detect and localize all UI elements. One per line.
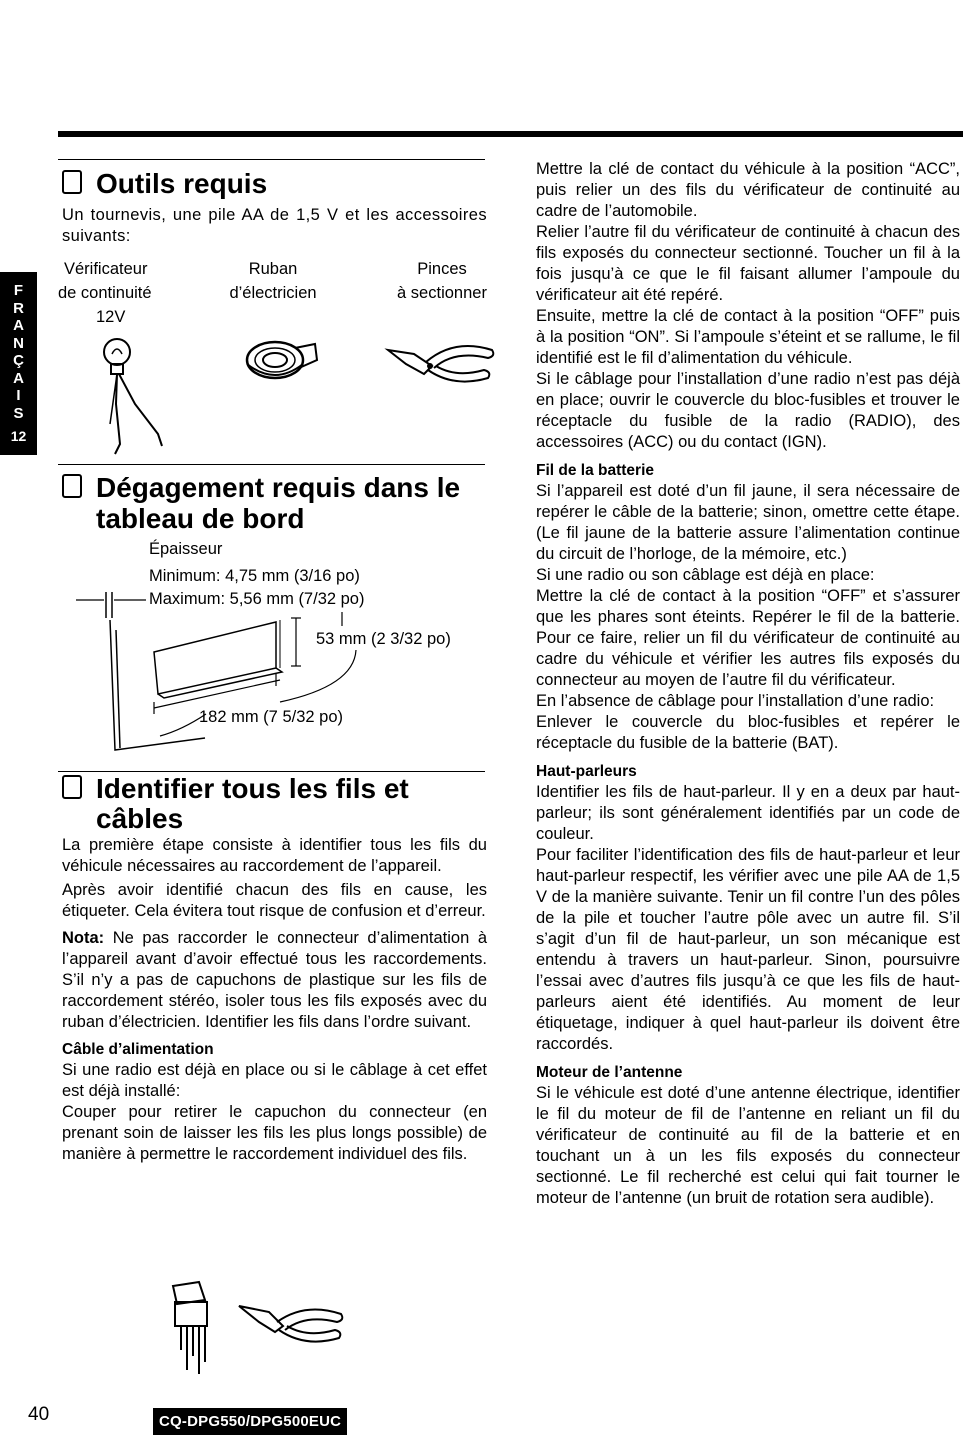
speakers-heading: Haut-parleurs bbox=[536, 763, 637, 780]
width-label: 182 mm (7 5/32 po) bbox=[199, 708, 343, 726]
checkbox-icon bbox=[62, 170, 82, 194]
checkbox-icon bbox=[62, 775, 82, 799]
wire-cutters-icon bbox=[384, 336, 499, 391]
power-cable-heading: Câble d’alimentation bbox=[62, 1041, 214, 1058]
model-badge: CQ-DPG550/DPG500EUC bbox=[153, 1408, 347, 1435]
section-rule bbox=[58, 159, 485, 160]
tool-label-tester: Vérificateur de continuité 12V bbox=[58, 260, 152, 326]
side-tab-number: 12 bbox=[10, 428, 27, 444]
minimum-label: Minimum: 4,75 mm (3/16 po) bbox=[149, 567, 360, 585]
section-rule bbox=[58, 771, 485, 772]
section-title-clearance: Dégagement requis dans le bbox=[62, 472, 460, 504]
maximum-label: Maximum: 5,56 mm (7/32 po) bbox=[149, 590, 365, 608]
section-rule bbox=[58, 464, 485, 465]
dashboard-clearance-diagram bbox=[70, 590, 370, 760]
height-label: 53 mm (2 3/32 po) bbox=[316, 630, 451, 648]
nota-paragraph: Nota: Ne pas raccorder le connecteur d’alimentation à l’appareil avant d’avoir effectué tous les raccordements. S’il n’y a pas de capuchons de plastique sur les fils de raccordement stéréo, isoler tous les fils exposés avec du ruban d’électricien. Identifier les fils dans l’ordre suivant. bbox=[62, 929, 487, 1031]
battery-wire-heading: Fil de la batterie bbox=[536, 462, 655, 479]
section-title-tools: Outils requis bbox=[62, 168, 267, 200]
antenna-motor-heading: Moteur de l’antenne bbox=[536, 1064, 683, 1081]
language-side-tab: F R A N Ç A I S 12 bbox=[0, 272, 37, 455]
section-title-clearance-line2: tableau de bord bbox=[96, 503, 305, 534]
identify-body: La première étape consiste à identifier tous les fils du véhicule nécessaires au raccordement de l’appareil. Après avoir identifié chacun des fils en cause, les étiqueter. Cela évitera tout risque de confusion et d’erreur. Nota: Ne pas raccorder le connecteur d’alimentation à l’appareil avant d’avoir effectué tous les raccordements. S’il n’y a pas de capuchons de plastique sur les fils de raccordement stéréo, isoler tous les fils exposés avec du ruban d’électricien. Identifier les fils dans l’ordre suivant. Câble d’alimentation Si une radio est déjà en place ou si le câblage à cet effet est déjà installé: Couper pour retirer le capuchon du connecteur (en prenant soin de laisser les fils les plus longs possible) de manière à permettre le raccordement individuel des fils. bbox=[62, 836, 487, 1163]
section-title-identify: Identifier tous les fils et bbox=[62, 773, 409, 805]
tool-label-tape: Ruban d’électricien bbox=[229, 260, 317, 302]
electrical-tape-icon bbox=[243, 338, 323, 388]
top-rule bbox=[58, 131, 963, 137]
page-number: 40 bbox=[28, 1404, 50, 1425]
thickness-label: Épaisseur bbox=[149, 540, 223, 558]
right-column: Mettre la clé de contact du véhicule à la position “ACC”, puis relier un des fils du vérificateur de continuité au cadre de l’automobile. Relier l’autre fil du vérificateur de continuité à chacun des fils exposés du connecteur sectionné. Toucher un fil à la fois jusqu’à ce que le fil faisant allumer l’ampoule du vérificateur ait été repéré. Ensuite, mettre la clé de contact à la position “OFF” puis à la position “ON”. Si l’ampoule s’éteint et se rallume, le fil identifié est le fil d’alimentation du véhicule. Si le câblage pour l’installation d’une radio n’est pas déjà en place; ouvrir le couvercle du bloc-fusibles et trouver le réceptacle du fusible de la radio (RADIO), des accessoires (ACC) ou du contact (IGN). Fil de la batterie Si l’appareil est doté d’un fil jaune, il sera nécessaire de repérer le câble de la batterie; sinon, omettre cette étape. (Le fil jaune de la batterie assure l’alimentation continue du circuit de l’horloge, de la mémoire, etc.) Si une radio ou son câblage est déjà en place: Mettre la clé de contact à la position “OFF” et s’assurer que les phares sont éteints. Repérer le fil de la batterie. Pour ce faire, relier un fil du vérificateur de continuité au cadre du véhicule et vérifier les autres fils exposés du connecteur au moyen de l’autre fil du vérificateur. En l’absence de câblage pour l’installation d’une radio: Enlever le couvercle du bloc-fusibles et repérer le réceptacle du fusible de la batterie (BAT). Haut-parleurs Identifier les fils de haut-parleur. Il y en a deux par haut-parleur; ils sont généralement identifiés par un code de couleur. Pour faciliter l’identification des fils de haut-parleur et leur haut-parleur respectif, les vérifier avec une pile AA de 1,5 V de la manière suivante. Tenir un fil contre l’un des pôles de la pile et toucher l’autre pôle avec un autre fil. S’il s’agit d’un fil de haut-parleur, un son mécanique est entendu à travers un haut-parleur. Sinon, poursuivre l’essai avec d’autres fils jusqu’à ce que les fils de haut-parleurs aient été identifiés. Au moment de leur étiquetage, indiquer à quel haut-parleur ils doivent être raccordés. Moteur de l’antenne Si le véhicule est doté d’une antenne électrique, identifier le fil du moteur de fil de l’antenne en reliant un fil du vérificateur de continuité au fil de la batterie et en touchant un à un les fils exposés du connecteur sectionné. Le fil recherché est celui qui fait tourner le moteur de l’antenne (un bruit de rotation sera audible). bbox=[536, 160, 960, 1207]
continuity-tester-icon bbox=[100, 334, 180, 459]
connector-and-cutters-icon bbox=[165, 1280, 365, 1380]
checkbox-icon bbox=[62, 474, 82, 498]
tool-label-pliers: Pinces à sectionner bbox=[397, 260, 487, 302]
tools-intro: Un tournevis, une pile AA de 1,5 V et les accessoires suivants: bbox=[62, 206, 487, 245]
section-title-identify-line2: câbles bbox=[96, 803, 184, 834]
